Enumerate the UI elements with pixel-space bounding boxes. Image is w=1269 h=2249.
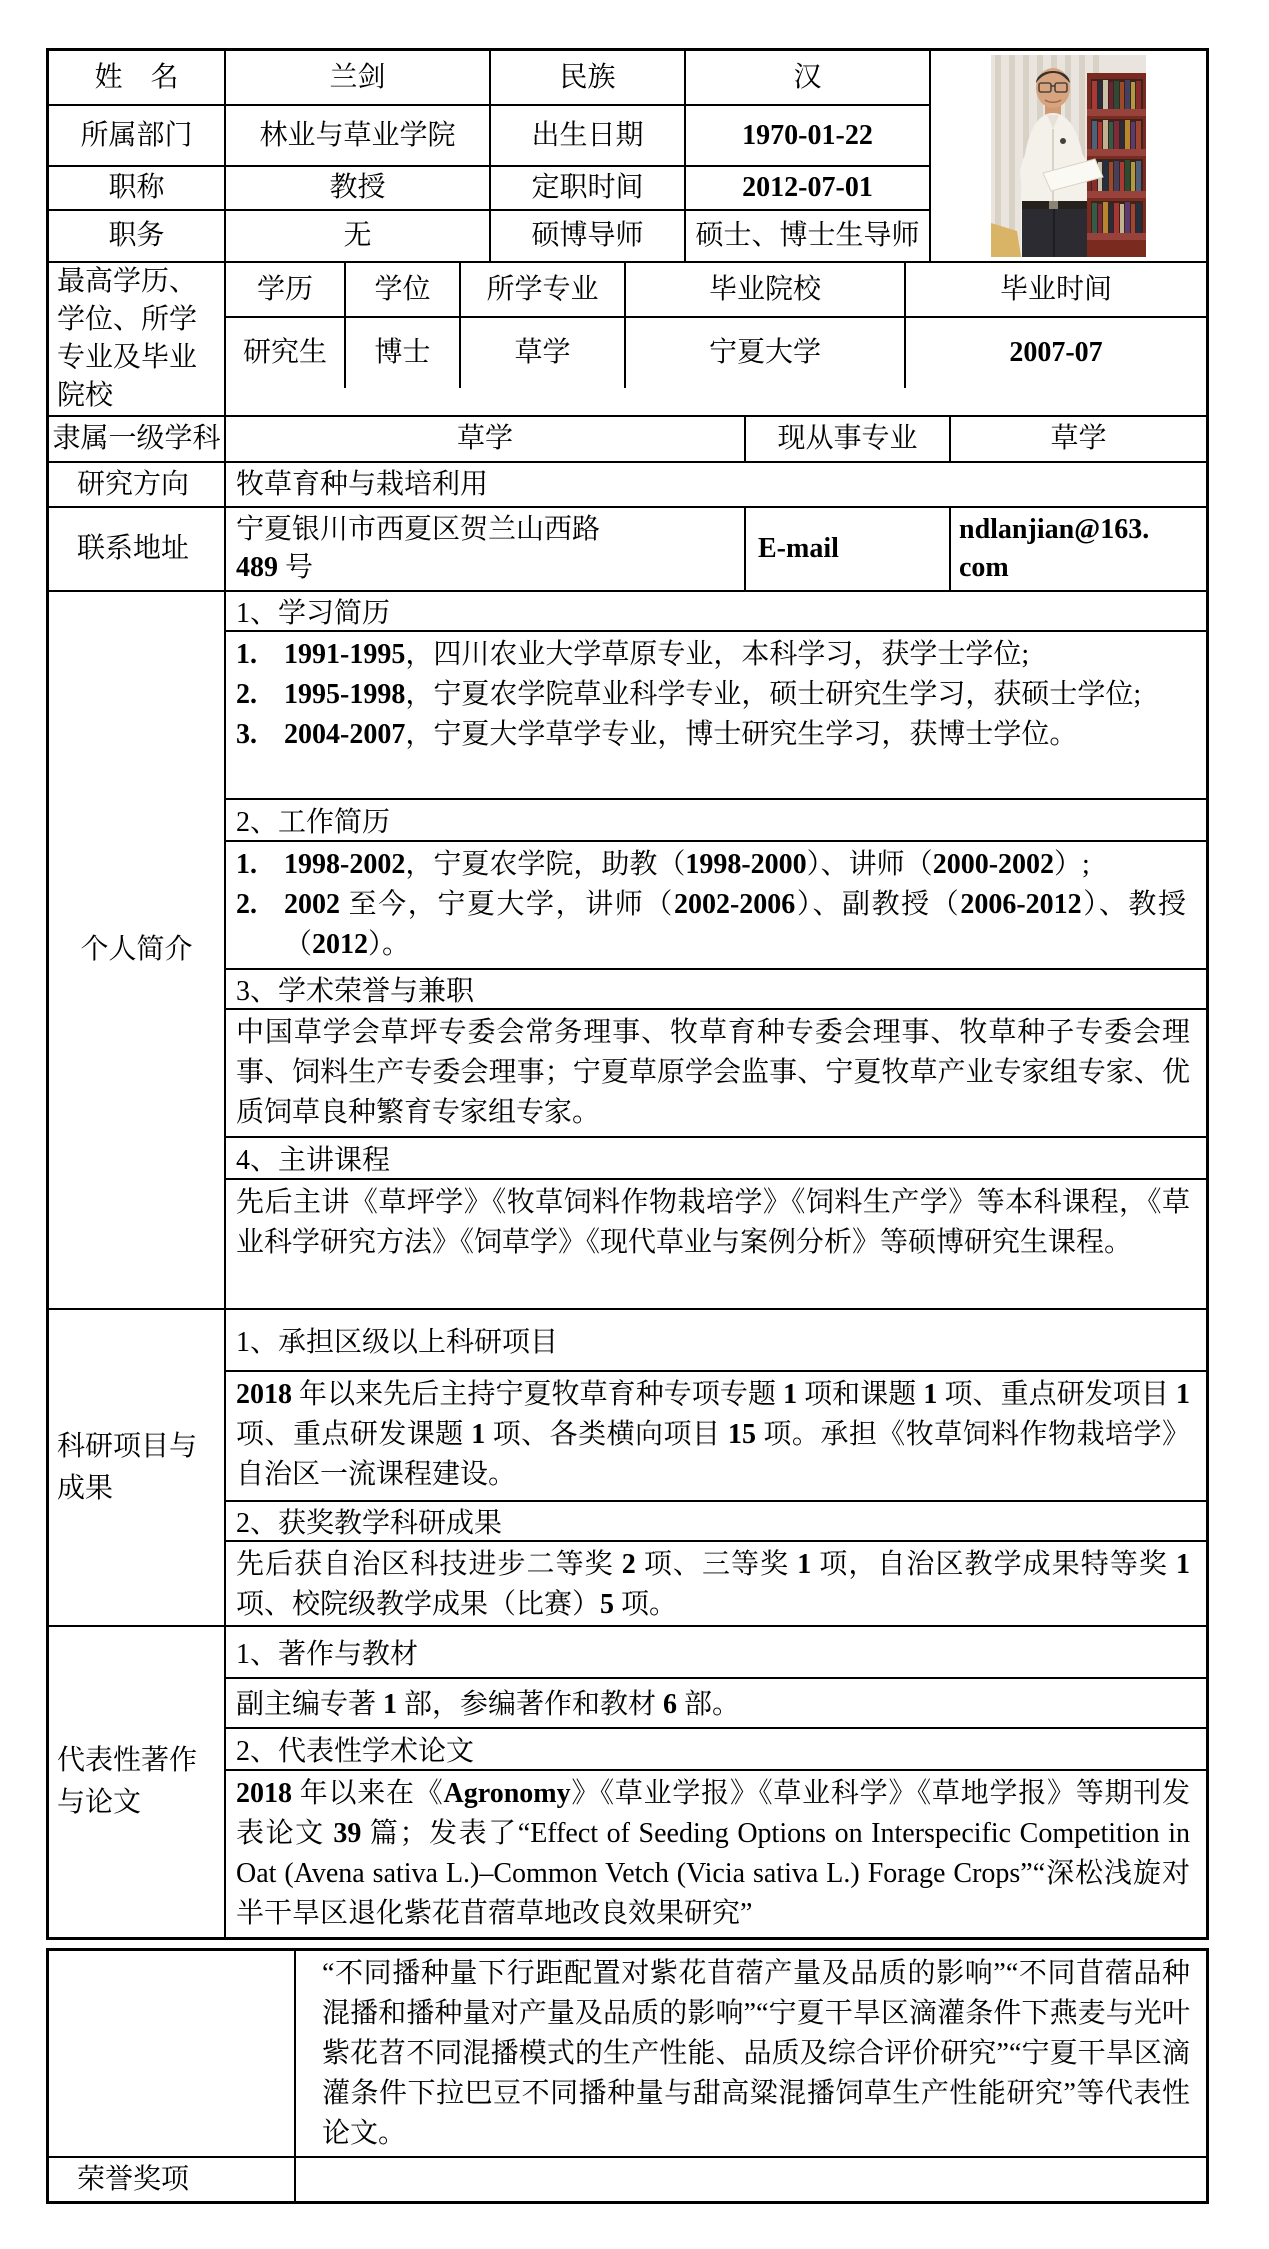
books-header-text: 1、著作与教材 [236, 1639, 419, 1670]
contact-address [226, 508, 746, 590]
profile-study-header-text: 1、学习简历 [236, 598, 391, 629]
section-publications [49, 1627, 1206, 1937]
row-honors [49, 2158, 1206, 2201]
profile-work-header [226, 800, 1206, 842]
papers-header [226, 1729, 1206, 1771]
row-discipline [49, 417, 1206, 463]
section-personal-profile [49, 592, 1206, 1310]
research-awards-header-text: 2、获奖教学科研成果 [236, 1508, 503, 1539]
edu-value-major: 草学 [461, 318, 626, 388]
portrait-illustration [991, 55, 1146, 257]
row-duty [49, 211, 931, 261]
email-value [951, 508, 1206, 590]
edu-header-grad-time: 毕业时间 [999, 273, 1112, 305]
email-line2: com [959, 552, 1009, 583]
discipline-label: 隶属一级学科 [49, 417, 226, 461]
list-item [226, 715, 1206, 755]
list-number: 3. [236, 719, 257, 750]
mentor-label: 硕博导师 [491, 211, 686, 261]
research-projects-paragraph: 2018 年以来先后主持宁夏牧草育种专项专题 1 项和课题 1 项、重点研发项目 1 项、重点研发课题 1 项、各类横向项目 15 项。承担《牧草饲料作物栽培学》自治区一流课程建设。 [226, 1372, 1206, 1502]
edu-header-degree: 学位 [346, 263, 461, 316]
papers-paragraph: 2018 年以来在《Agronomy》《草业学报》《草业科学》《草地学报》等期刊发表论文 39 篇；发表了“Effect of Seeding Options on Interspecific Competition in Oat (Avena sativa L.)–Common Vetch (Vicia sativa L.) Forage Crops”“深松浅旋对半干旱区退化紫花苜蓿草地改良效果研究” [236, 1778, 1190, 1929]
papers-header-text: 2、代表性学术论文 [236, 1736, 475, 1767]
ethnicity-label: 民族 [491, 51, 686, 104]
personal-profile-content [226, 592, 1206, 1308]
list-text: 1995-1998，宁夏农学院草业科学专业，硕士研究生学习，获硕士学位; [284, 679, 1142, 710]
list-item [226, 885, 1206, 965]
current-major-value: 草学 [1050, 423, 1107, 454]
research-section-content [226, 1310, 1206, 1625]
research-awards-paragraph: 先后获自治区科技进步二等奖 2 项、三等奖 1 项，自治区教学成果特等奖 1 项、校院级教学成果（比赛）5 项。 [236, 1549, 1190, 1620]
education-block [49, 263, 1206, 417]
mentor-value: 硕士、博士生导师 [686, 211, 931, 261]
ethnicity-value: 汉 [686, 51, 931, 104]
name-label: 姓 名 [49, 51, 226, 104]
research-section-label: 科研项目与成果 [49, 1310, 226, 1625]
profile-honors-header [226, 970, 1206, 1010]
address-line1: 宁夏银川市西夏区贺兰山西路 [236, 514, 601, 545]
portrait-photo [931, 51, 1206, 261]
department-value: 林业与草业学院 [226, 106, 491, 165]
list-text: 2002 至今，宁夏大学，讲师（2002-2006）、副教授（2006-2012）、教授（2012）。 [284, 889, 1186, 960]
profile-table-continued [46, 1948, 1209, 2204]
list-text: 2004-2007，宁夏大学草学专业，博士研究生学习，获博士学位。 [284, 719, 1078, 750]
list-text: 1991-1995，四川农业大学草原专业，本科学习，获学士学位; [284, 639, 1030, 670]
list-text: 1998-2002，宁夏农学院，助教（1998-2000）、讲师（2000-2002）; [284, 849, 1090, 880]
email-label: E-mail [746, 508, 951, 590]
edu-value-degree: 博士 [346, 318, 461, 388]
name-value: 兰剑 [226, 51, 491, 104]
papers-continuation-label-empty [49, 1951, 296, 2156]
email-line1: ndlanjian@163. [959, 514, 1150, 545]
list-item [226, 845, 1206, 885]
honors-label: 荣誉奖项 [49, 2158, 296, 2201]
list-number: 2. [236, 889, 257, 920]
duty-label: 职务 [49, 211, 226, 261]
research-projects-header-text: 1、承担区级以上科研项目 [236, 1327, 559, 1358]
contact-label: 联系地址 [49, 508, 226, 590]
profile-courses-header [226, 1138, 1206, 1180]
edu-value-school: 宁夏大学 [626, 318, 906, 388]
address-line2: 489 号 [236, 552, 314, 583]
section-research [49, 1310, 1206, 1627]
title-label: 职称 [49, 167, 226, 209]
honors-value [296, 2158, 1206, 2201]
row-department [49, 106, 931, 167]
profile-table [46, 48, 1209, 1940]
title-value: 教授 [226, 167, 491, 209]
education-label: 最高学历、学位、所学专业及毕业院校 [49, 263, 226, 415]
department-label: 所属部门 [49, 106, 226, 165]
edu-header-school: 毕业院校 [626, 263, 906, 316]
research-direction-value: 牧草育种与栽培利用 [236, 468, 489, 500]
personal-profile-label: 个人简介 [49, 592, 226, 1308]
edu-header-degree-level: 学历 [226, 263, 346, 316]
profile-courses-paragraph: 先后主讲《草坪学》《牧草饲料作物栽培学》《饲料生产学》等本科课程，《草业科学研究方法》《饲草学》《现代草业与案例分析》等硕博研究生课程。 [236, 1187, 1190, 1258]
row-research-direction [49, 463, 1206, 508]
edu-header-major: 所学专业 [461, 263, 626, 316]
list-number: 1. [236, 639, 257, 670]
basic-info-block [49, 51, 1206, 263]
list-item [226, 675, 1206, 715]
list-number: 2. [236, 679, 257, 710]
birth-value: 1970-01-22 [686, 106, 931, 165]
profile-courses-header-text: 4、主讲课程 [236, 1145, 391, 1176]
discipline-value: 草学 [226, 417, 746, 461]
books-paragraph: 副主编专著 1 部，参编著作和教材 6 部。 [226, 1679, 1206, 1729]
research-projects-header [226, 1310, 1206, 1372]
education-value-row [226, 318, 1206, 388]
papers-continuation-row [49, 1951, 1206, 2158]
research-direction-label: 研究方向 [49, 463, 226, 506]
current-major-label: 现从事专业 [746, 417, 951, 461]
profile-study-list [226, 632, 1206, 800]
row-name [49, 51, 931, 106]
profile-honors-header-text: 3、学术荣誉与兼职 [236, 976, 475, 1007]
profile-study-header [226, 592, 1206, 632]
research-awards-header [226, 1502, 1206, 1542]
publications-section-content [226, 1627, 1206, 1937]
education-header-row [226, 263, 1206, 318]
row-title [49, 167, 931, 211]
row-contact [49, 508, 1206, 592]
list-item [226, 635, 1206, 675]
profile-honors-paragraph: 中国草学会草坪专委会常务理事、牧草育种专委会理事、牧草种子专委会理事、饲料生产专委会理事；宁夏草原学会监事、宁夏牧草产业专家组专家、优质饲草良种繁育专家组专家。 [226, 1010, 1206, 1138]
profile-work-list [226, 842, 1206, 970]
tenure-label: 定职时间 [491, 167, 686, 209]
birth-label: 出生日期 [491, 106, 686, 165]
list-number: 1. [236, 849, 257, 880]
books-header [226, 1627, 1206, 1679]
publications-section-label: 代表性著作与论文 [49, 1627, 226, 1937]
basic-info-left [49, 51, 931, 261]
papers-continuation-paragraph: “不同播种量下行距配置对紫花苜蓿产量及品质的影响”“不同苜蓿品种混播和播种量对产量及品质的影响”“宁夏干旱区滴灌条件下燕麦与光叶紫花苕不同混播模式的生产性能、品质及综合评价研究”“宁夏干旱区滴灌条件下拉巴豆不同播种量与甜高粱混播饲草生产性能研究”等代表性论文。 [322, 1958, 1190, 2149]
faculty-profile-document [46, 48, 1209, 2204]
tenure-value: 2012-07-01 [686, 167, 931, 209]
education-right [226, 263, 1206, 415]
edu-value-grad-time: 2007-07 [1009, 337, 1103, 368]
duty-value: 无 [226, 211, 491, 261]
profile-work-header-text: 2、工作简历 [236, 807, 391, 838]
edu-value-degree-level: 研究生 [226, 318, 346, 388]
